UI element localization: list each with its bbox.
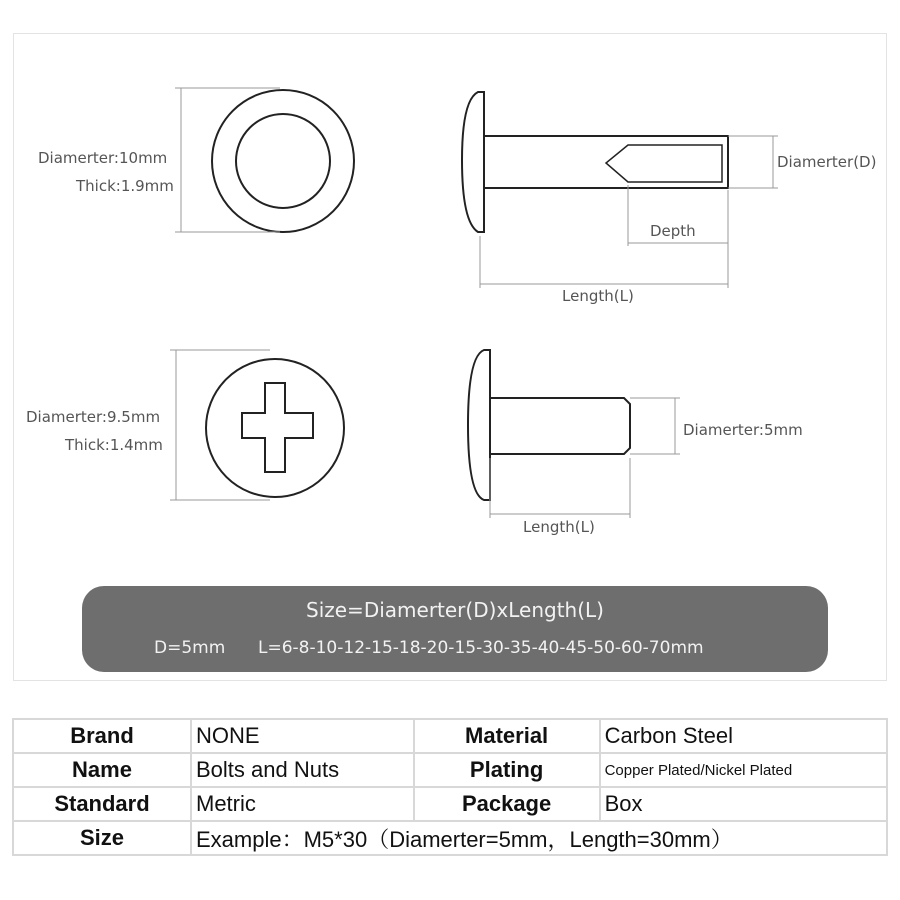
size-value: Example：M5*30（Diamerter=5mm，Length=30mm）: [191, 821, 887, 855]
standard-key: Standard: [13, 787, 191, 821]
top-right-diameter-label: Diamerter(D): [777, 153, 877, 171]
bottom-length-label: Length(L): [523, 518, 595, 536]
name-value: Bolts and Nuts: [191, 753, 414, 787]
package-key: Package: [414, 787, 600, 821]
screw-head-front-view: [206, 359, 344, 497]
material-key: Material: [414, 719, 600, 753]
top-length-label: Length(L): [562, 287, 634, 305]
size-formula: Size=Diamerter(D)xLength(L): [306, 598, 604, 622]
table-row: [13, 787, 887, 821]
screw-side-view: [468, 350, 630, 500]
table-row: [13, 821, 887, 855]
nut-side-view: [462, 92, 728, 232]
top-left-diameter-label: Diamerter:10mm: [38, 149, 168, 167]
length-values: L=6-8-10-12-15-18-20-15-30-35-40-45-50-60-70mm: [258, 638, 704, 658]
brand-value: NONE: [191, 719, 414, 753]
plating-value: Copper Plated/Nickel Plated: [600, 753, 887, 787]
table-row: [13, 753, 887, 787]
bottom-left-diameter-label: Diamerter:9.5mm: [26, 408, 161, 426]
bottom-left-thick-label: Thick:1.4mm: [65, 436, 163, 454]
material-value: Carbon Steel: [600, 719, 887, 753]
table-row: [13, 719, 887, 753]
plating-key: Plating: [414, 753, 600, 787]
size-key: Size: [13, 821, 191, 855]
bottom-right-diameter-label: Diamerter:5mm: [683, 421, 803, 439]
brand-key: Brand: [13, 719, 191, 753]
top-left-thick-label: Thick:1.9mm: [76, 177, 174, 195]
package-value: Box: [600, 787, 887, 821]
depth-label: Depth: [650, 222, 696, 240]
standard-value: Metric: [191, 787, 414, 821]
spec-table: [12, 718, 888, 856]
nut-head-front-view: [212, 90, 354, 232]
name-key: Name: [13, 753, 191, 787]
diameter-values: D=5mm: [154, 638, 226, 658]
size-banner: [82, 586, 828, 672]
